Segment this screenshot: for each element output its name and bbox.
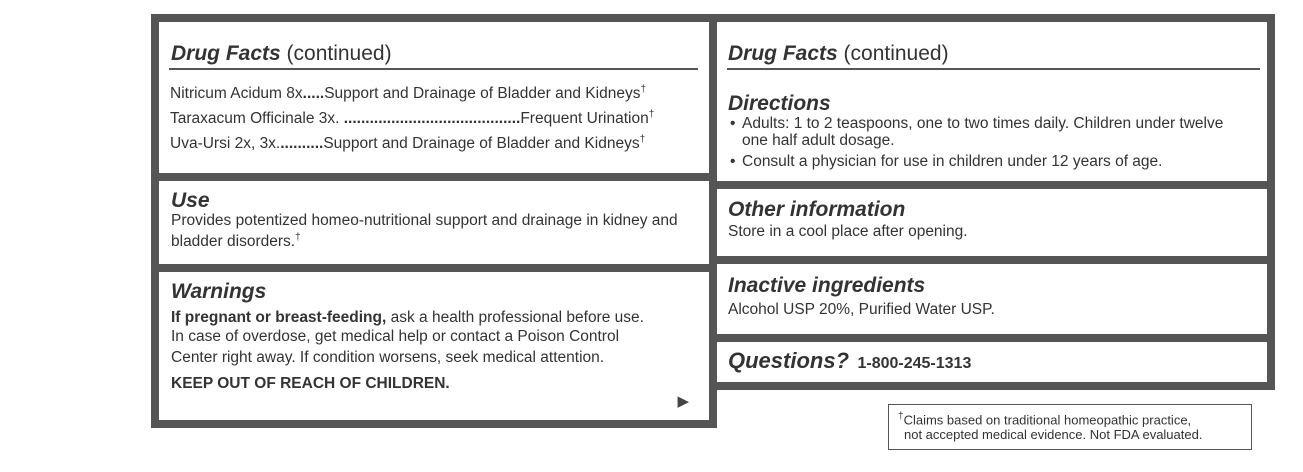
footnote-line-1-text: Claims based on traditional homeopathic practice, [903,412,1192,428]
keep-out-of-reach: KEEP OUT OF REACH OF CHILDREN. [171,375,450,392]
leader-dots: ......................................... [339,110,521,128]
right-drug-facts-frame [709,14,1275,390]
dagger-mark: † [639,134,646,145]
ingredient-row [170,84,646,103]
inactive-ingredients-panel [717,264,1267,334]
other-information-title: Other information [728,198,906,221]
continued-label: (continued) [286,42,392,65]
other-information-panel [717,189,1267,256]
warnings-panel [159,272,709,420]
storage-text: Store in a cool place after opening. [728,223,968,240]
overdose-warning: In case of overdose, get medical help or contact a Poison Control Center right away. If condition worsens, seek medical attention. [171,328,620,366]
drug-facts-title: Drug Facts [728,42,838,65]
dagger-mark: † [648,109,655,120]
continue-arrow-icon: ▶ [677,393,689,410]
ingredient-name: Taraxacum Officinale 3x. [170,110,340,128]
footnote-line-2: not accepted medical evidence. Not FDA evaluated. [904,427,1203,443]
use-title: Use [171,189,210,212]
leader-dots: .......... [280,135,324,153]
directions-list [728,115,1253,170]
ingredient-row [170,134,645,153]
ingredient-row [170,109,654,128]
dagger-mark: † [898,411,904,422]
left-header-panel [159,22,709,173]
questions-title: Questions? [728,348,850,373]
continued-label: (continued) [843,42,949,65]
inactive-ingredients-text: Alcohol USP 20%, Purified Water USP. [728,301,995,318]
left-drug-facts-frame [151,14,717,428]
use-text [171,212,701,250]
directions-item: • Consult a physician for use in children under 12 years of age. [728,153,1253,170]
use-panel [159,181,709,264]
ingredient-purpose: Support and Drainage of Bladder and Kidneys [323,135,640,153]
drug-facts-title: Drug Facts [171,42,281,65]
ingredient-purpose: Frequent Urination [520,110,649,128]
claims-footnote [888,404,1252,450]
pregnancy-warning-bold: If pregnant or breast-feeding, [171,309,387,326]
right-drug-facts-heading [728,42,949,66]
dagger-mark: † [295,232,301,243]
right-header-rule [727,68,1260,70]
right-header-panel [717,22,1267,181]
left-header-rule [169,68,698,70]
dagger-mark: † [640,84,647,95]
inactive-ingredients-title: Inactive ingredients [728,274,926,297]
questions-phone: 1-800-245-1313 [857,355,972,372]
ingredient-name: Nitricum Acidum 8x [170,85,303,103]
ingredient-name: Uva-Ursi 2x, 3x. [170,135,281,153]
use-text-body: Provides potentized homeo-nutritional support and drainage in kidney and bladder disorders. [171,212,678,251]
left-drug-facts-heading [171,42,392,66]
leader-dots: ..... [302,85,325,103]
directions-item: • Adults: 1 to 2 teaspoons, one to two times daily. Children under twelve one half adult dosage. [728,115,1253,149]
pregnancy-warning-rest: ask a health professional before use. [386,309,644,326]
questions-panel [717,342,1267,382]
footnote-line-1 [898,409,1251,427]
pregnancy-warning [171,309,699,326]
directions-title: Directions [728,92,831,115]
ingredient-purpose: Support and Drainage of Bladder and Kidneys [324,85,641,103]
warnings-title: Warnings [171,280,267,303]
